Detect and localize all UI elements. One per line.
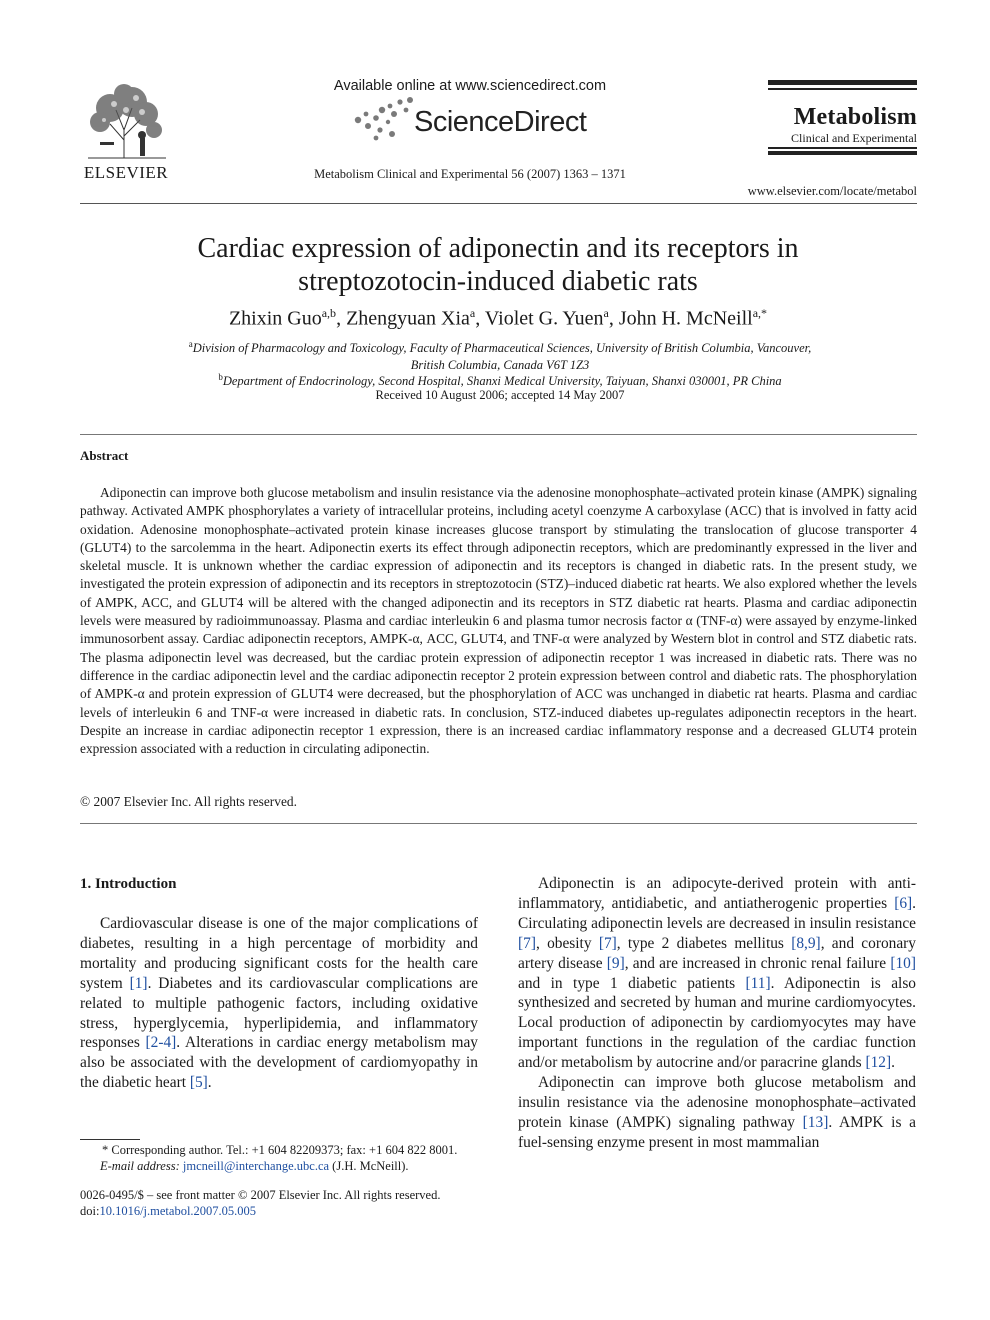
publisher-name: ELSEVIER (83, 163, 169, 182)
citation-link[interactable]: [8,9] (791, 934, 821, 952)
paragraph: Cardiovascular disease is one of the major complications of diabetes, resulting in a high percentage of morbidity and mortality and producing significant costs for the health care system [1]. Diabetes and its cardiovascular complications are related to multiple pathogenic factors, including oxidative stress, hyperglycemia, hyperlipidemia, and inflammatory responses [2-4]. Alterations in cardiac energy metabolism may also be associated with the development of cardiomyopathy in the diabetic heart [5]. (80, 915, 478, 1092)
abstract-heading: Abstract (80, 448, 129, 463)
citation-link[interactable]: [6] (894, 894, 913, 912)
citation-link[interactable]: [9] (606, 954, 625, 972)
email-owner: (J.H. McNeill). (329, 1159, 409, 1173)
header-divider (80, 203, 917, 204)
paragraph: Adiponectin can improve both glucose metabolism and insulin resistance via the adenosine monophosphate–activated protein kinase (AMPK) signaling pathway [13]. AMPK is a fuel-sensing enzyme present in most mammalian (518, 1074, 916, 1151)
journal-banner-rule (768, 88, 917, 90)
author-affiliation-marker: a (469, 306, 476, 320)
sciencedirect-wordmark: ScienceDirect (414, 106, 587, 138)
journal-reference: Metabolism Clinical and Experimental 56 (2007) 1363 – 1371 (314, 167, 626, 181)
title-line: streptozotocin-induced diabetic rats (298, 266, 698, 297)
section-divider (80, 823, 917, 824)
affiliation-text: Department of Endocrinology, Second Hospital, Shanxi Medical University, Taiyuan, Shanxi 030001, PR China (222, 374, 782, 389)
front-matter-note: 0026-0495/$ – see front matter © 2007 Elsevier Inc. All rights reserved. (80, 1188, 441, 1202)
citation-link[interactable]: [7] (518, 934, 536, 952)
sciencedirect-logo[interactable] (352, 96, 612, 142)
citation-link[interactable]: [2-4] (145, 1034, 177, 1052)
citation-link[interactable]: [11] (745, 974, 771, 992)
author-affiliation-marker: a (603, 306, 609, 320)
affiliation-marker: a (188, 339, 193, 349)
journal-banner-rule (768, 151, 917, 155)
introduction-column-left (80, 914, 478, 1093)
author-name: Zhengyuan Xia (346, 307, 470, 330)
introduction-heading: 1. Introduction (80, 876, 177, 892)
journal-url[interactable]: www.elsevier.com/locate/metabol (747, 184, 917, 198)
author-name: John H. McNeill (618, 307, 753, 330)
citation-link[interactable]: [5] (189, 1074, 208, 1092)
received-dates: Received 10 August 2006; accepted 14 May 2007 (375, 388, 625, 402)
corresponding-author-note: * Corresponding author. Tel.: +1 604 82209373; fax: +1 604 822 8001. (102, 1143, 458, 1157)
abstract-body: Adiponectin can improve both glucose metabolism and insulin resistance via the adenosine monophosphate–activated protein kinase (AMPK) signaling pathway. Activated AMPK phosphorylates a variety of intracellular proteins, including acetyl coenzyme A carboxylase (ACC) that is involved in fatty acid oxidation. Adenosine monophosphate–activated protein kinase increases glucose transport by stimulating the translocation of glucose transporter 4 (GLUT4) to the sarcolemma in the heart. Adiponectin exerts its effect through adiponectin receptors, which are predominantly expressed in the liver and skeletal muscle. It is unknown whether the cardiac expression of adiponectin and its receptors is changed in diabetic rats. In the present study, we investigated the protein expression of adiponectin and its receptors in streptozotocin (STZ)–induced diabetic rat hearts. We also explored whether the levels of AMPK, ACC, and GLUT4 will be altered with the changed adiponectin and its receptors in STZ diabetic rat hearts. Plasma and cardiac adiponectin levels were measured by radioimmunoassay. Plasma and cardiac interleukin 6 and plasma tumor necrosis factor α (TNF-α) were assayed by enzyme-linked immunosorbent assay. Cardiac adiponectin receptors, AMPK-α, ACC, GLUT4, and TNF-α were analyzed by Western blot in control and STZ diabetic rats. The plasma adiponectin level was decreased, but the cardiac protein expression of adiponectin receptor 1 was increased in diabetic rats. There was no difference in the cardiac adiponectin level and the cardiac adiponectin receptor 2 protein expression between control and diabetic rats. The phosphorylation of AMPK-α and protein expression of GLUT4 were decreased, but the phosphorylation of ACC was unchanged in diabetic rat hearts. Plasma and cardiac levels of interleukin 6 and TNF-α were increased in diabetic rats. In conclusion, STZ-induced diabetes up-regulates adiponectin receptors in the heart. Despite an increase in cardiac adiponectin receptor 1 expression, there is an increased cardiac inflammatory response and a decreased GLUT4 protein expression associated with a reduction in circulating adiponectin. (80, 485, 917, 757)
paragraph: Adiponectin is an adipocyte-derived protein with anti-inflammatory, antidiabetic, and antiatherogenic properties [6]. Circulating adiponectin levels are decreased in insulin resistance [7], obesity [7], type 2 diabetes mellitus [8,9], and coronary artery disease [9], and are increased in chronic renal failure [10] and in type 1 diabetic patients [11]. Adiponectin is also synthesized and secreted by human and murine cardiomyocytes. Local production of adiponectin by cardiomyocytes may have important functions in the regulation of the cardiac function and/or metabolism by autocrine and/or paracrine glands [12]. (518, 875, 916, 1072)
author-name: Violet G. Yuen (484, 307, 604, 330)
citation-link[interactable]: [10] (890, 954, 916, 972)
author-list: Zhixin Guo$^{a,b}$, Zhengyuan Xia$^a$, Violet G. Yuen$^a$, John H. McNeill$^{a,*}$ (228, 306, 768, 330)
author-affiliation-marker: a,b (321, 306, 337, 320)
doi-line (80, 1203, 480, 1220)
title-line: Cardiac expression of adiponectin and its receptors in (197, 233, 799, 264)
journal-title: Metabolism (793, 104, 917, 130)
citation-link[interactable]: [7] (598, 934, 617, 952)
sciencedirect-dots-icon (352, 96, 414, 142)
doi-link[interactable]: 10.1016/j.metabol.2007.05.005 (99, 1204, 257, 1218)
email-note (80, 1158, 480, 1175)
introduction-column-right (518, 874, 916, 1153)
citation-link[interactable]: [13] (802, 1113, 829, 1131)
affiliation-text: British Columbia, Canada V6T 1Z3 (410, 358, 590, 373)
affiliation-b (80, 369, 920, 390)
affiliation-marker: b (218, 372, 223, 382)
journal-subtitle: Clinical and Experimental (791, 131, 917, 145)
author-name: Zhixin Guo (228, 307, 322, 330)
author-affiliation-marker: a,* (752, 306, 768, 320)
email-label: E-mail address: (100, 1159, 180, 1173)
email-link[interactable]: jmcneill@interchange.ubc.ca (182, 1159, 330, 1173)
section-divider (80, 434, 917, 435)
citation-link[interactable]: [1] (129, 974, 148, 992)
affiliation-text: Division of Pharmacology and Toxicology, Faculty of Pharmaceutical Sciences, University of British Columbia, Vancouver, (192, 341, 812, 356)
journal-banner-rule (768, 80, 917, 85)
abstract-copyright: © 2007 Elsevier Inc. All rights reserved. (80, 794, 297, 809)
journal-banner-rule (768, 147, 917, 149)
article-title (120, 232, 876, 298)
doi-label: doi: (80, 1204, 100, 1218)
available-online-text[interactable]: Available online at www.sciencedirect.com (333, 78, 607, 94)
citation-link[interactable]: [12] (865, 1054, 892, 1072)
footnote-rule (80, 1139, 140, 1140)
